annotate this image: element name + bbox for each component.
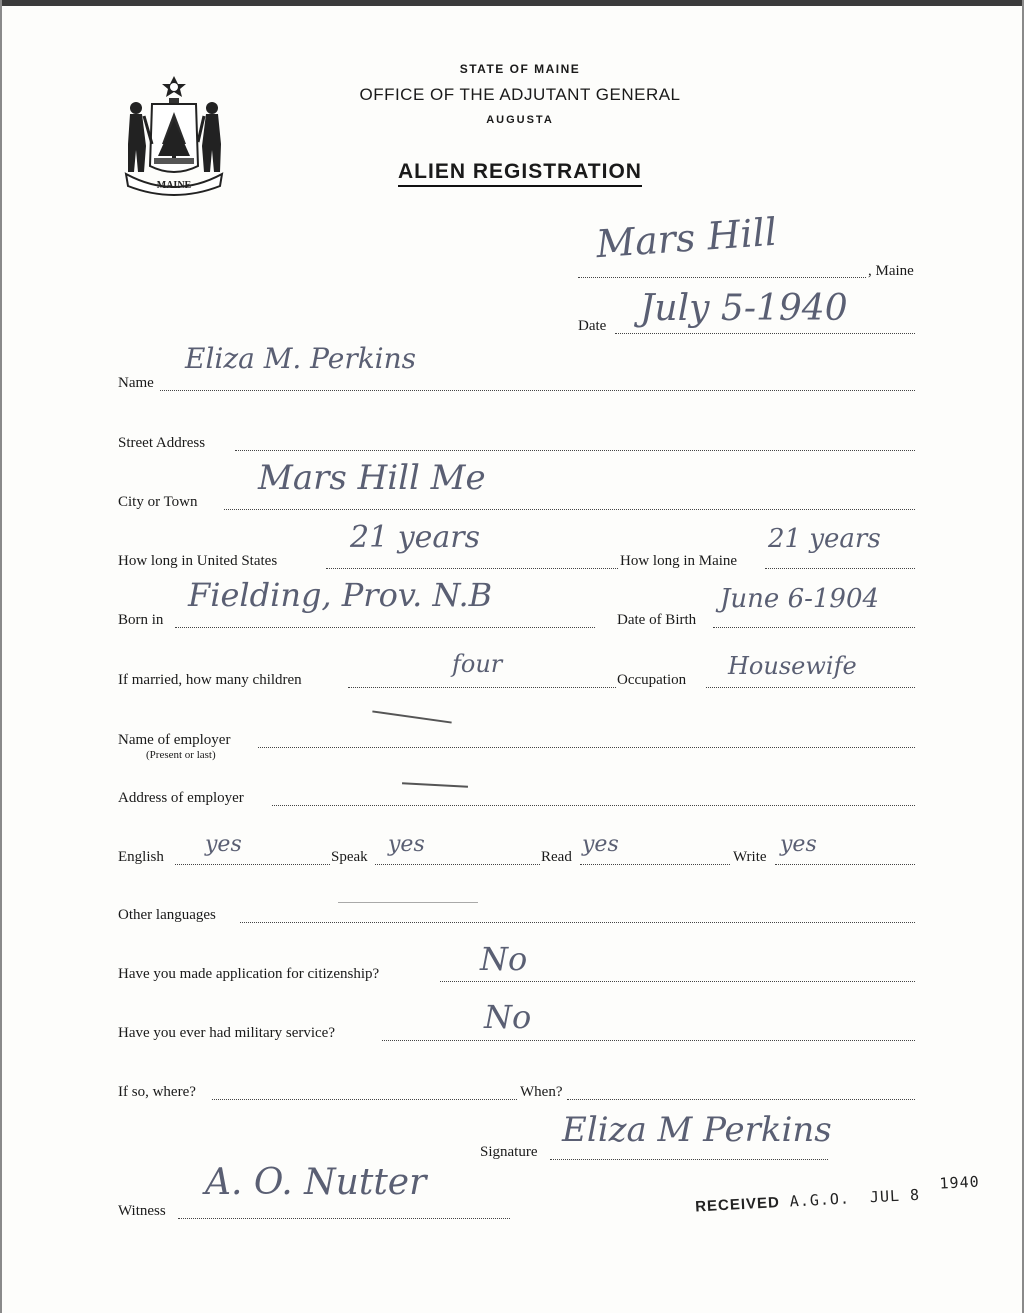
english-line (175, 864, 330, 865)
form-title (0, 160, 1024, 184)
children-label: If married, how many children (118, 672, 302, 688)
city-line (224, 509, 915, 510)
how-long-maine-label: How long in Maine (620, 553, 738, 569)
employer-address-label: Address of employer (118, 790, 244, 806)
date-label: Date (578, 318, 607, 334)
other-languages-dash (338, 902, 478, 903)
write-label: Write (733, 849, 767, 865)
stamp-office: A.G.O. (789, 1189, 851, 1211)
stamp-received: RECEIVED (694, 1194, 781, 1216)
born-in-line (175, 627, 595, 628)
citizenship-line (440, 981, 915, 982)
born-in-entry: Fielding, Prov. N.B (188, 576, 493, 614)
english-entry: yes (205, 832, 242, 857)
signature-line (550, 1159, 828, 1160)
occupation-entry: Housewife (728, 652, 857, 680)
city-heading: AUGUSTA (486, 114, 554, 126)
city-label: City or Town (118, 494, 198, 510)
when-line (567, 1099, 915, 1100)
date-line (615, 333, 915, 334)
children-entry: four (452, 650, 503, 678)
employer-address-line (272, 805, 915, 806)
page-left-edge (0, 0, 2, 1313)
witness-entry: A. O. Nutter (205, 1162, 427, 1203)
signature-label: Signature (480, 1144, 538, 1160)
how-long-maine-line (765, 568, 915, 569)
date-of-birth-line (713, 627, 915, 628)
read-entry: yes (582, 832, 619, 857)
witness-line (178, 1218, 510, 1219)
speak-line (375, 864, 540, 865)
name-label: Name (118, 375, 154, 391)
witness-label: Witness (118, 1203, 166, 1219)
other-languages-line (240, 922, 915, 923)
citizenship-label: Have you made application for citizenship? (118, 966, 380, 982)
military-line (382, 1040, 915, 1041)
write-line (775, 864, 915, 865)
employer-name-line (258, 747, 915, 748)
employer-note: (Present or last) (146, 749, 216, 761)
english-label: English (118, 849, 164, 865)
employer-name-label: Name of employer (118, 732, 231, 748)
street-label: Street Address (118, 435, 206, 451)
stamp-date: JUL 8 (869, 1185, 921, 1207)
how-long-us-line (326, 568, 618, 569)
name-entry: Eliza M. Perkins (185, 342, 417, 375)
city-entry: Mars Hill Me (258, 458, 486, 498)
name-line (160, 390, 915, 391)
occupation-label: Occupation (617, 672, 687, 688)
read-label: Read (541, 849, 572, 865)
how-long-maine-entry: 21 years (768, 524, 881, 554)
date-of-birth-entry: June 6-1904 (720, 584, 880, 614)
employer-address-dash (402, 782, 468, 787)
maine-label: , Maine (868, 263, 914, 279)
office-heading: OFFICE OF THE ADJUTANT GENERAL (359, 85, 681, 104)
street-line (235, 450, 915, 451)
signature-entry: Eliza M Perkins (562, 1110, 832, 1150)
born-in-label: Born in (118, 612, 164, 628)
page-top-border (0, 0, 1024, 6)
state-heading: STATE OF MAINE (459, 62, 581, 76)
stamp-year: 1940 (939, 1172, 981, 1193)
date-of-birth-label: Date of Birth (617, 612, 697, 628)
date-entry: July 5-1940 (640, 288, 848, 329)
speak-entry: yes (388, 832, 425, 857)
town-line (578, 277, 866, 278)
occupation-line (706, 687, 915, 688)
how-long-us-entry: 21 years (350, 520, 481, 555)
how-long-us-label: How long in United States (118, 553, 278, 569)
when-label: When? (520, 1084, 563, 1100)
military-entry: No (484, 998, 532, 1036)
citizenship-entry: No (480, 940, 528, 978)
read-line (580, 864, 730, 865)
write-entry: yes (780, 832, 817, 857)
seal-banner-text: MAINE (156, 180, 192, 191)
employer-name-dash (372, 710, 451, 723)
speak-label: Speak (331, 849, 368, 865)
children-line (348, 687, 616, 688)
other-languages-label: Other languages (118, 907, 216, 923)
where-line (212, 1099, 517, 1100)
military-label: Have you ever had military service? (118, 1025, 335, 1041)
where-label: If so, where? (118, 1084, 196, 1100)
form-title-text: ALIEN REGISTRATION (398, 160, 642, 187)
received-stamp (694, 1172, 981, 1216)
town-entry: Mars Hill (594, 209, 779, 267)
